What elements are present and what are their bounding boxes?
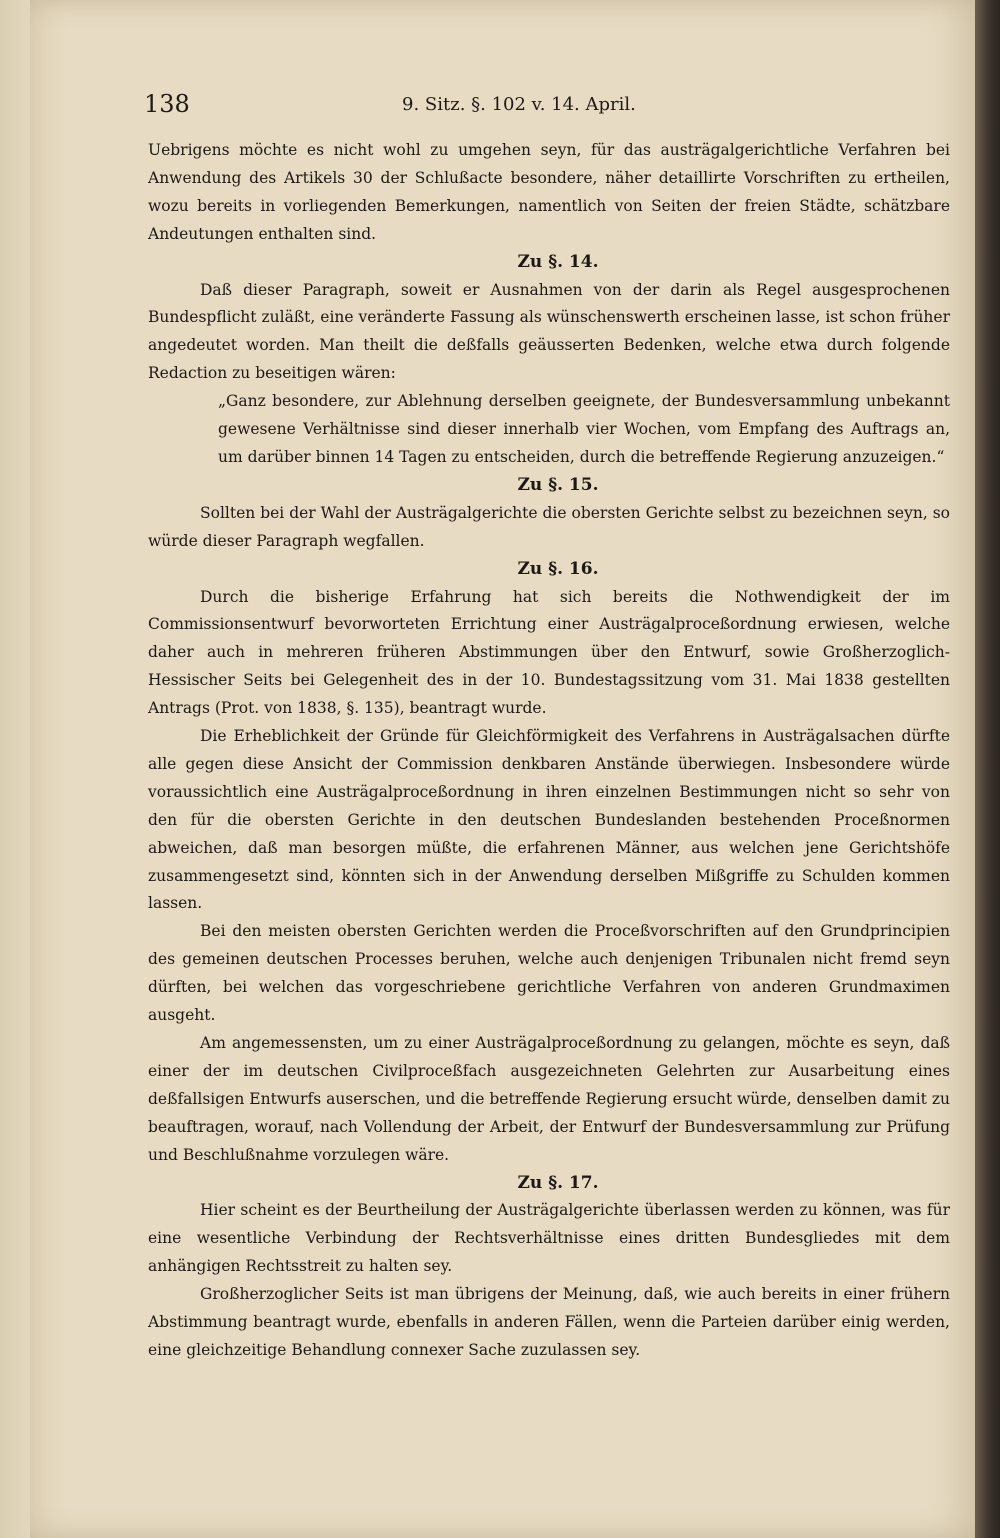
paragraph: Sollten bei der Wahl der Austrägalgerichte die obersten Gerichte selbst zu bezeichnen seyn, so würde dieser Paragraph wegfallen. — [148, 503, 950, 550]
page-header — [144, 86, 844, 126]
paragraph: Durch die bisherige Erfahrung hat sich bereits die Nothwendigkeit der im Commissionsentwurf bevorworteten Errichtung einer Austrägalproceßordnung erwiesen, welche daher auch in mehreren früheren Abstimmungen über den Entwurf, sowie Großherzoglich-Hessischer Seits bei Gelegenheit des in der 10. Bundestagssitzung vom 31. Mai 1838 gestellten Antrags (Prot. von 1838, §. 135), beantragt wurde. — [148, 587, 950, 718]
section-heading: Zu §. 14. — [517, 251, 599, 272]
section-heading: Zu §. 17. — [517, 1172, 599, 1193]
paragraph: Großherzoglicher Seits ist man übrigens der Meinung, daß, wie auch bereits in einer frühern Abstimmung beantragt wurde, ebenfalls in anderen Fällen, wenn die Parteien darüber einig werden, eine gleichzeitige Behandlung connexer Sache zuzulassen sey. — [148, 1285, 950, 1359]
paragraph: Die Erheblichkeit der Gründe für Gleichförmigkeit des Verfahrens in Austrägalsachen dürfte alle gegen diese Ansicht der Commission denkbaren Anstände überwiegen. Insbesondere würde voraussichtlich eine Austrägalproceßordnung in ihren einzelnen Bestimmungen nicht so sehr von den für die obersten Gerichte in den deutschen Bundeslanden bestehenden Proceßnormen abweichen, daß man besorgen müßte, die erfahrenen Männer, aus welchen jene Gerichtshöfe zusammengesetzt sind, könnten sich in der Anwendung derselben Mißgriffe zu Schulden kommen lassen. — [148, 727, 950, 913]
paragraph: Bei den meisten obersten Gerichten werden die Proceßvorschriften auf den Grundprincipien des gemeinen deutschen Processes beruhen, welche auch denjenigen Tribunalen nicht fremd seyn dürften, bei welchen das vorgeschriebene gerichtliche Verfahren von anderen Grundmaximen ausgeht. — [148, 922, 950, 1025]
quote-text: „Ganz besondere, zur Ablehnung derselben geeignete, der Bundesversammlung unbekannt gewesene Verhältnisse sind dieser innerhalb vier Wochen, vom Empfang des Auftrags an, um darüber binnen 14 Tagen zu entscheiden, durch die betreffende Regierung anzuzeigen.“ — [218, 392, 950, 466]
section-heading: Zu §. 16. — [517, 558, 599, 579]
paragraph: Hier scheint es der Beurtheilung der Austrägalgerichte überlassen werden zu können, was für eine wesentliche Verbindung der Rechtsverhältnisse eines dritten Bundesgliedes mit dem anhängigen Rechtsstreit zu halten sey. — [148, 1201, 950, 1276]
running-head: 9. Sitz. §. 102 v. 14. April. — [402, 94, 636, 115]
paragraph: Uebrigens möchte es nicht wohl zu umgehen seyn, für das austrägalgerichtliche Verfahren bei Anwendung des Artikels 30 der Schlußacte besondere, näher detaillirte Vorschriften zu ertheilen, wozu bereits in vorliegenden Bemerkungen, namentlich von Seiten der freien Städte, schätzbare Andeutungen enthalten sind. — [148, 141, 950, 243]
paragraph: Daß dieser Paragraph, soweit er Ausnahmen von der darin als Regel ausgesprochenen Bundespflicht zuläßt, eine veränderte Fassung als wünschenswerth erscheinen lasse, ist schon früher angedeutet worden. Man theilt die deßfalls geäusserten Bedenken, welche etwa durch folgende Redaction zu beseitigen wären: — [148, 280, 950, 383]
left-page-margin — [0, 0, 30, 1538]
section-heading: Zu §. 15. — [517, 474, 599, 495]
quoted-redaction — [148, 388, 950, 472]
page-body — [148, 137, 950, 1365]
book-spine-edge — [975, 0, 1000, 1538]
page-number: 138 — [144, 90, 190, 118]
paragraph: Am angemessensten, um zu einer Austrägalproceßordnung zu gelangen, möchte es seyn, daß einer der im deutschen Civilproceßfach ausgezeichneten Gelehrten zur Ausarbeitung eines deßfallsigen Entwurfs auserschen, und die betreffende Regierung ersucht würde, denselben damit zu beauftragen, worauf, nach Vollendung der Arbeit, der Entwurf der Bundesversammlung zur Prüfung und Beschlußnahme vorzulegen wäre. — [148, 1034, 950, 1164]
